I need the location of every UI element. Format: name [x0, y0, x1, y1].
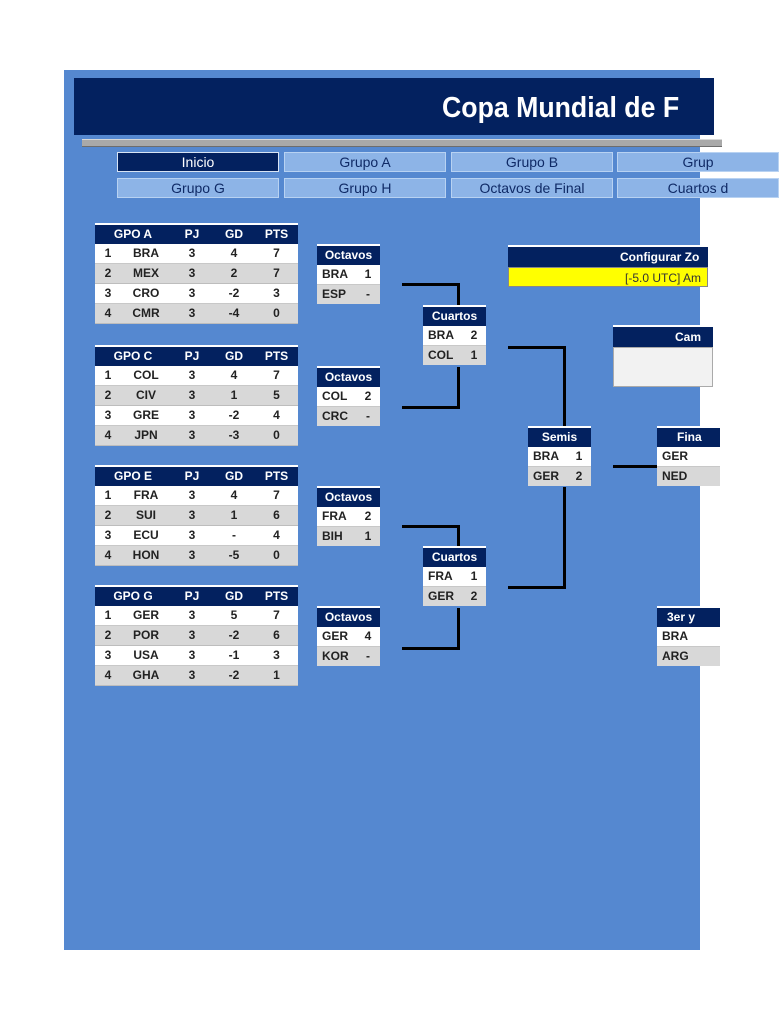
team: BRA [322, 267, 348, 281]
group-name: GPO A [95, 224, 171, 244]
pos: 4 [95, 304, 121, 324]
nav-cuartos-button[interactable]: Cuartos d [617, 178, 779, 198]
score: 4 [364, 629, 372, 643]
pj: 3 [171, 386, 213, 406]
champion-value [613, 347, 713, 387]
team: JPN [121, 426, 171, 446]
score: 2 [470, 328, 478, 342]
group-table-a [95, 223, 298, 324]
bracket-line [402, 283, 460, 286]
team: GER [533, 469, 560, 483]
match-title: Cuartos [423, 305, 486, 326]
col-pj: PJ [171, 346, 213, 366]
score: - [366, 649, 370, 663]
table-row [95, 626, 298, 646]
group-name: GPO C [95, 346, 171, 366]
timezone-label: Configurar Zo [508, 245, 708, 267]
table-row [95, 386, 298, 406]
team: GER [322, 629, 349, 643]
timezone-config [508, 245, 708, 287]
bracket-line [613, 465, 657, 468]
col-pts: PTS [255, 346, 298, 366]
table-row [95, 284, 298, 304]
pts: 4 [255, 526, 298, 546]
team: COL [322, 389, 348, 403]
team: CMR [121, 304, 171, 324]
pos: 2 [95, 626, 121, 646]
col-pts: PTS [255, 466, 298, 486]
pj: 3 [171, 366, 213, 386]
gd: -3 [213, 426, 255, 446]
gd: 4 [213, 366, 255, 386]
group-table-g [95, 585, 298, 686]
pj: 3 [171, 244, 213, 264]
pj: 3 [171, 304, 213, 324]
match-row [528, 467, 591, 486]
bracket-line [402, 647, 460, 650]
pj: 3 [171, 486, 213, 506]
table-row [95, 646, 298, 666]
match-title: 3er y [657, 606, 720, 627]
bracket-line [563, 487, 566, 589]
bracket-line [508, 346, 566, 349]
group-name: GPO E [95, 466, 171, 486]
team: BIH [322, 529, 343, 543]
table-row [95, 244, 298, 264]
team: HON [121, 546, 171, 566]
team: SUI [121, 506, 171, 526]
separator-bar [82, 139, 722, 147]
match-row [657, 447, 720, 467]
team: NED [662, 469, 688, 483]
pos: 1 [95, 366, 121, 386]
match-row [317, 507, 380, 527]
gd: 4 [213, 486, 255, 506]
team: FRA [121, 486, 171, 506]
pts: 6 [255, 626, 298, 646]
gd: -2 [213, 284, 255, 304]
match-row [317, 627, 380, 647]
pos: 3 [95, 284, 121, 304]
pts: 0 [255, 546, 298, 566]
score: 2 [575, 469, 583, 483]
team: POR [121, 626, 171, 646]
bracket-line [508, 586, 566, 589]
team: COL [428, 348, 454, 362]
team: CRC [322, 409, 348, 423]
col-pj: PJ [171, 224, 213, 244]
pts: 3 [255, 284, 298, 304]
team: GER [662, 449, 689, 463]
team: ARG [662, 649, 689, 663]
team: ECU [121, 526, 171, 546]
match-cuartos-2 [423, 546, 486, 606]
pos: 3 [95, 646, 121, 666]
score: 1 [575, 449, 583, 463]
score: 2 [364, 509, 372, 523]
bracket-line [402, 406, 460, 409]
nav-grupo-c-button[interactable]: Grup [617, 152, 779, 172]
table-row [95, 546, 298, 566]
match-third-place [657, 606, 720, 666]
match-row [317, 407, 380, 426]
bracket-line [402, 525, 460, 528]
match-semis [528, 426, 591, 486]
pos: 1 [95, 606, 121, 626]
col-pj: PJ [171, 466, 213, 486]
pj: 3 [171, 666, 213, 686]
group-name: GPO G [95, 586, 171, 606]
match-title: Octavos [317, 606, 380, 627]
title-banner [74, 78, 714, 135]
pj: 3 [171, 646, 213, 666]
match-row [317, 265, 380, 285]
gd: -2 [213, 666, 255, 686]
team: FRA [428, 569, 453, 583]
match-title: Octavos [317, 366, 380, 387]
pts: 7 [255, 264, 298, 284]
pts: 5 [255, 386, 298, 406]
gd: -2 [213, 406, 255, 426]
team: USA [121, 646, 171, 666]
col-pts: PTS [255, 586, 298, 606]
pos: 2 [95, 386, 121, 406]
timezone-select[interactable]: [-5.0 UTC] Am [508, 267, 708, 287]
nav-inicio-button[interactable]: Inicio [117, 152, 279, 172]
match-title: Semis [528, 426, 591, 447]
score: 2 [364, 389, 372, 403]
pos: 4 [95, 546, 121, 566]
pos: 2 [95, 264, 121, 284]
bracket-line [457, 608, 460, 650]
match-row [317, 527, 380, 546]
col-pts: PTS [255, 224, 298, 244]
pos: 1 [95, 244, 121, 264]
pts: 7 [255, 244, 298, 264]
table-row [95, 506, 298, 526]
gd: -4 [213, 304, 255, 324]
match-title: Octavos [317, 486, 380, 507]
pj: 3 [171, 284, 213, 304]
score: 1 [470, 348, 478, 362]
team: CRO [121, 284, 171, 304]
pos: 4 [95, 666, 121, 686]
pj: 3 [171, 426, 213, 446]
table-row [95, 406, 298, 426]
team: FRA [322, 509, 347, 523]
match-row [657, 647, 720, 666]
match-cuartos-1 [423, 305, 486, 365]
match-title: Octavos [317, 244, 380, 265]
nav-octavos-button[interactable]: Octavos de Final [451, 178, 613, 198]
bracket-line [563, 346, 566, 426]
match-octavos-4 [317, 606, 380, 666]
table-row [95, 366, 298, 386]
pos: 3 [95, 406, 121, 426]
gd: -2 [213, 626, 255, 646]
team: GHA [121, 666, 171, 686]
match-octavos-3 [317, 486, 380, 546]
nav-grupo-g-button[interactable]: Grupo G [117, 178, 279, 198]
gd: 1 [213, 386, 255, 406]
col-gd: GD [213, 346, 255, 366]
match-row [317, 647, 380, 666]
group-table-c [95, 345, 298, 446]
score: - [366, 287, 370, 301]
team: BRA [121, 244, 171, 264]
team: COL [121, 366, 171, 386]
pts: 4 [255, 406, 298, 426]
match-row [423, 567, 486, 587]
bracket-line [457, 367, 460, 409]
match-row [657, 467, 720, 486]
match-row [423, 346, 486, 365]
team: GER [428, 589, 455, 603]
spreadsheet-area [64, 70, 729, 950]
gd: 1 [213, 506, 255, 526]
team: GER [121, 606, 171, 626]
nav-grupo-b-button[interactable]: Grupo B [451, 152, 613, 172]
match-octavos-2 [317, 366, 380, 426]
pj: 3 [171, 506, 213, 526]
pj: 3 [171, 264, 213, 284]
table-row [95, 304, 298, 324]
table-row [95, 264, 298, 284]
team: KOR [322, 649, 349, 663]
score: 2 [470, 589, 478, 603]
match-octavos-1 [317, 244, 380, 304]
pts: 1 [255, 666, 298, 686]
team: GRE [121, 406, 171, 426]
team: ESP [322, 287, 347, 301]
bracket-line [457, 283, 460, 307]
pos: 3 [95, 526, 121, 546]
score: 1 [470, 569, 478, 583]
gd: -5 [213, 546, 255, 566]
col-gd: GD [213, 466, 255, 486]
pj: 3 [171, 406, 213, 426]
page-title: Copa Mundial de F [442, 92, 680, 124]
nav-grupo-h-button[interactable]: Grupo H [284, 178, 446, 198]
table-row [95, 526, 298, 546]
score: 1 [364, 529, 372, 543]
team: BRA [428, 328, 454, 342]
table-row [95, 666, 298, 686]
gd: 5 [213, 606, 255, 626]
table-row [95, 606, 298, 626]
pts: 0 [255, 426, 298, 446]
col-gd: GD [213, 586, 255, 606]
match-title: Fina [657, 426, 720, 447]
pj: 3 [171, 526, 213, 546]
champion-box [613, 325, 713, 387]
pj: 3 [171, 606, 213, 626]
champion-label: Cam [613, 325, 713, 347]
score: - [366, 409, 370, 423]
gd: 2 [213, 264, 255, 284]
col-pj: PJ [171, 586, 213, 606]
match-row [317, 387, 380, 407]
match-final [657, 426, 720, 486]
col-gd: GD [213, 224, 255, 244]
table-row [95, 426, 298, 446]
match-row [317, 285, 380, 304]
pts: 7 [255, 486, 298, 506]
table-row [95, 486, 298, 506]
pts: 0 [255, 304, 298, 324]
gd: 4 [213, 244, 255, 264]
gd: -1 [213, 646, 255, 666]
pos: 1 [95, 486, 121, 506]
match-row [528, 447, 591, 467]
group-table-e [95, 465, 298, 566]
team: BRA [662, 629, 688, 643]
team: BRA [533, 449, 559, 463]
pos: 2 [95, 506, 121, 526]
team: MEX [121, 264, 171, 284]
team: CIV [121, 386, 171, 406]
match-title: Cuartos [423, 546, 486, 567]
pts: 6 [255, 506, 298, 526]
match-row [657, 627, 720, 647]
gd: - [213, 526, 255, 546]
score: 1 [364, 267, 372, 281]
pts: 3 [255, 646, 298, 666]
pts: 7 [255, 606, 298, 626]
pos: 4 [95, 426, 121, 446]
match-row [423, 326, 486, 346]
pts: 7 [255, 366, 298, 386]
pj: 3 [171, 546, 213, 566]
pj: 3 [171, 626, 213, 646]
match-row [423, 587, 486, 606]
nav-grupo-a-button[interactable]: Grupo A [284, 152, 446, 172]
